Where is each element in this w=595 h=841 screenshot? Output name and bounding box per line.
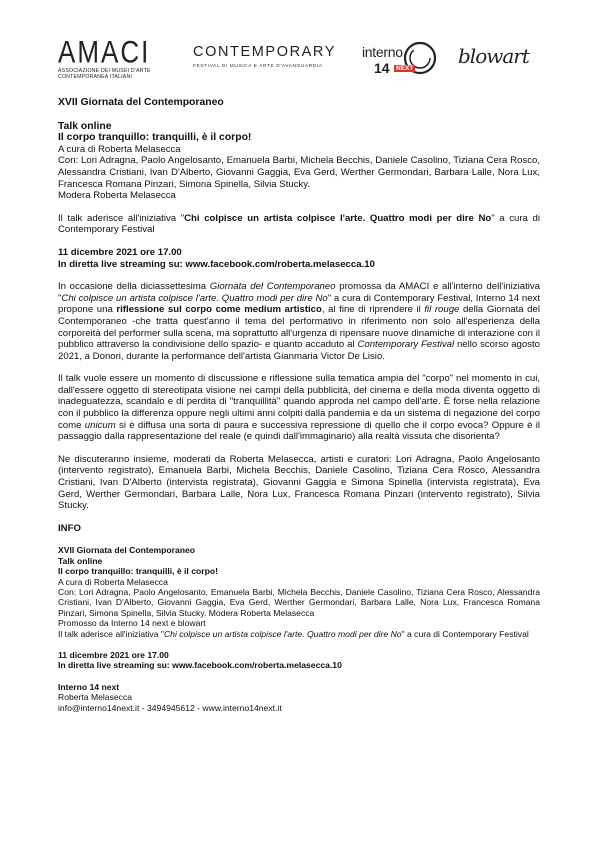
live-streaming-link[interactable]: In diretta live streaming su: www.facebook.com/roberta.melasecca.10 xyxy=(58,258,375,270)
info-title: Il corpo tranquillo: tranquilli, è il corpo! xyxy=(58,566,218,577)
interno14-logo-number: 14 xyxy=(374,60,390,76)
info-event: XVII Giornata del Contemporaneo xyxy=(58,545,196,556)
contemporary-logo-subtitle: FESTIVAL DI MUSICA E ARTE D'AVANGUARDIA xyxy=(193,64,323,69)
amaci-logo-sub2: CONTEMPORANEA ITALIANI xyxy=(58,74,133,80)
info-type: Talk online xyxy=(58,555,103,566)
press-release xyxy=(58,97,540,713)
interno14-logo-next: NEXT xyxy=(396,65,414,72)
body-paragraph-1: In occasione della diciassettesima Giornata del Contemporaneo promossa da AMACI e all'interno dell'iniziativa "Chi colpisce un artista colpisce l'arte. Quattro modi per dire No" a cura di Contemporary Festival, Interno 14 next propone una riflessione sul corpo come medium artistico, al fine di riprendere il fil rouge della Giornata del Contemporaneo -che tratta quest'anno il tema del performativo in riferimento non solo all'esperienza della corporeità del performer sulla scena, ma soprattutto all'urgenza di ripensare nuove dinamiche di interazione con il pubblico attraverso la condivisione dello spazio- e quanto accaduto al Contemporary Festival nello scorso agosto 2021, a Donori, durante la performance dell'artista Gianmaria Victor De Lisio. xyxy=(58,281,541,362)
interno14-logo-word: interno xyxy=(362,44,403,60)
amaci-logo-subtitle xyxy=(58,68,168,80)
blowart-logo xyxy=(458,44,538,74)
amaci-logo-word: AMACI xyxy=(58,33,151,70)
info-live-link[interactable]: In diretta live streaming su: www.facebook.com/roberta.melasecca.10 xyxy=(58,660,342,671)
curator-line: A cura di Roberta Melasecca xyxy=(58,143,181,155)
amaci-logo xyxy=(58,33,168,80)
blowart-logo-word: blowart xyxy=(458,44,529,68)
talk-title: Il corpo tranquillo: tranquilli, è il corpo! xyxy=(58,132,252,144)
logo-bar xyxy=(0,0,595,90)
info-contact[interactable]: info@interno14next.it - 3494945612 - www.interno14next.it xyxy=(58,702,282,713)
amaci-logo-sub1: ASSOCIAZIONE DEI MUSEI D'ARTE xyxy=(58,68,151,74)
info-participants: Con: Lori Adragna, Paolo Angelosanto, Emanuela Barbi, Michela Becchis, Daniele Casolino, Tiziana Cera Rosco, Alessandra Cristiani, Ivan D'Alberto, Giovanni Gaggia, Eva Gerd, Werther Germondari, Barbara Lalle, Nora Lux, Francesca Romana Pinzari, Simona Spinella, Silvia Stucky. Modera Roberta Melasecca xyxy=(58,587,540,618)
info-label: INFO xyxy=(58,522,81,534)
info-curator: A cura di Roberta Melasecca xyxy=(58,576,168,587)
moderator-line: Modera Roberta Melasecca xyxy=(58,190,176,202)
info-contact-name: Roberta Melasecca xyxy=(58,692,133,703)
info-initiative: Il talk aderisce all'iniziativa "Chi colpisce un artista colpisce l'arte. Quattro modi per dire No" a cura di Contemporary Festival xyxy=(58,628,529,639)
event-date: 11 dicembre 2021 ore 17.00 xyxy=(58,246,182,258)
info-block xyxy=(58,545,540,713)
event-heading: XVII Giornata del Contemporaneo xyxy=(58,97,224,108)
info-promoted: Promosso da Interno 14 next e blowart xyxy=(58,618,206,629)
initiative-line: Il talk aderisce all'iniziativa "Chi colpisce un artista colpisce l'arte. Quattro modi per dire No" a cura di Contemporary Festival xyxy=(58,212,540,236)
interno14-logo xyxy=(360,40,440,82)
body-paragraph-2: Il talk vuole essere un momento di discussione e riflessione sulla tematica ampia del "corpo" nel momento in cui, dall'essere oggetto di stereotipata visione nei campi della pubblicità, del cinema e della moda diventa oggetto di inadeguatezza, scandalo e di perdita di "tranquillità" quando approda nel campo dell'arte. È forse nella relazione con il pubblico la differenza oppure negli ultimi anni colpiti dalla pandemia e da un sistema di negazione del corpo come unicum si è diffusa una sorta di paura e successiva repressione di quello che il corpo evoca? Oppure è il passaggio dalla rappresentazione del reale (e quindi dall'immaginario) alla realtà vissuta che disorienta? xyxy=(58,373,540,443)
participants-line: Con: Lori Adragna, Paolo Angelosanto, Emanuela Barbi, Michela Becchis, Daniele Casolino, Tiziana Cera Rosco, Alessandra Cristiani, Ivan D'Alberto, Giovanni Gaggia, Eva Gerd, Werther Germondari, Barbara Lalle, Nora Lux, Francesca Romana Pinzari, Simona Spinella, Silvia Stucky. xyxy=(58,155,540,190)
info-date: 11 dicembre 2021 ore 17.00 xyxy=(58,650,169,661)
body-paragraph-3: Ne discuteranno insieme, moderati da Roberta Melasecca, artisti e curatori: Lori Adragna, Paolo Angelosanto (intervento registrato), Emanuela Barbi, Michela Becchis, Daniele Casolino, Tiziana Cera Rosco, Alessandra Cristiani, Ivan D'Alberto (intervista registrata), Giovanni Gaggia e Simona Spinella (intervista registrata), Eva Gerd, Werther Germondari, Barbara Lalle, Nora Lux, Francesca Romana Pinzari (intervento registrato), Silvia Stucky. xyxy=(58,453,540,512)
info-org: Interno 14 next xyxy=(58,681,120,692)
contemporary-logo xyxy=(193,44,348,69)
contemporary-logo-word: CONTEMPORARY xyxy=(193,44,337,60)
talk-type: Talk online xyxy=(58,120,112,132)
